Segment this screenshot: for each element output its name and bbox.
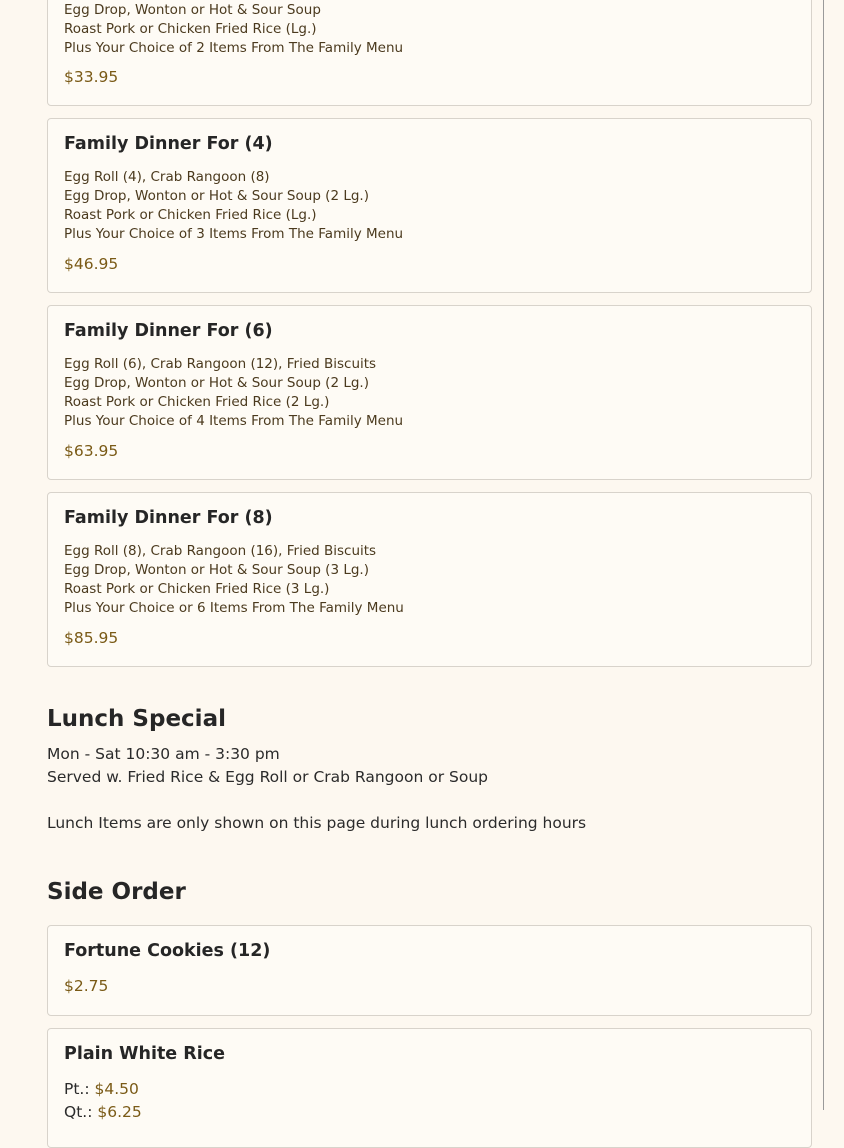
item-price: $63.95 bbox=[64, 442, 119, 460]
item-description bbox=[64, 355, 403, 431]
description-line: Plus Your Choice or 6 Items From The Family Menu bbox=[64, 600, 404, 616]
size-label: Pt.: bbox=[64, 1080, 90, 1098]
description-line: Egg Roll (6), Crab Rangoon (12), Fried Biscuits bbox=[64, 356, 377, 372]
menu-item-card[interactable] bbox=[47, 1028, 812, 1148]
description-line: Roast Pork or Chicken Fried Rice (Lg.) bbox=[64, 21, 317, 37]
description-line: Egg Drop, Wonton or Hot & Sour Soup (3 Lg.) bbox=[64, 562, 369, 578]
description-line: Plus Your Choice of 2 Items From The Family Menu bbox=[64, 40, 404, 56]
item-title: Family Dinner For (6) bbox=[64, 321, 273, 341]
menu-item-card[interactable] bbox=[47, 305, 812, 480]
item-description bbox=[64, 168, 403, 244]
description-line: Plus Your Choice of 3 Items From The Family Menu bbox=[64, 226, 404, 242]
item-description bbox=[64, 542, 404, 618]
description-line: Roast Pork or Chicken Fried Rice (3 Lg.) bbox=[64, 581, 330, 597]
item-price: $33.95 bbox=[64, 68, 119, 86]
description-line: Egg Roll (4), Crab Rangoon (8) bbox=[64, 169, 270, 185]
description-line: Egg Drop, Wonton or Hot & Sour Soup (2 Lg.) bbox=[64, 188, 369, 204]
description-line: Plus Your Choice of 4 Items From The Family Menu bbox=[64, 413, 404, 429]
menu-item-card[interactable] bbox=[47, 118, 812, 293]
size-price: $6.25 bbox=[97, 1103, 142, 1121]
menu-item-card[interactable] bbox=[47, 925, 812, 1016]
section-title-lunch-special: Lunch Special bbox=[47, 706, 226, 732]
item-title: Plain White Rice bbox=[64, 1044, 225, 1064]
lunch-served-with: Served w. Fried Rice & Egg Roll or Crab Rangoon or Soup bbox=[47, 768, 488, 786]
item-price: $85.95 bbox=[64, 629, 119, 647]
description-line: Roast Pork or Chicken Fried Rice (Lg.) bbox=[64, 207, 317, 223]
item-title: Family Dinner For (8) bbox=[64, 508, 273, 528]
lunch-availability-note: Lunch Items are only shown on this page during lunch ordering hours bbox=[47, 814, 587, 832]
size-price-row bbox=[64, 1080, 139, 1098]
item-description bbox=[64, 1, 403, 58]
size-price-row bbox=[64, 1103, 142, 1121]
lunch-hours: Mon - Sat 10:30 am - 3:30 pm bbox=[47, 745, 280, 763]
menu-item-card[interactable] bbox=[47, 0, 812, 106]
size-price: $4.50 bbox=[94, 1080, 139, 1098]
description-line: Egg Drop, Wonton or Hot & Sour Soup bbox=[64, 2, 321, 18]
description-line: Egg Drop, Wonton or Hot & Sour Soup (2 Lg.) bbox=[64, 375, 369, 391]
size-label: Qt.: bbox=[64, 1103, 93, 1121]
menu-item-card[interactable] bbox=[47, 492, 812, 667]
item-title: Family Dinner For (4) bbox=[64, 134, 273, 154]
section-title-side-order: Side Order bbox=[47, 879, 186, 905]
description-line: Roast Pork or Chicken Fried Rice (2 Lg.) bbox=[64, 394, 330, 410]
item-price: $46.95 bbox=[64, 255, 119, 273]
item-price: $2.75 bbox=[64, 977, 109, 995]
item-title: Fortune Cookies (12) bbox=[64, 941, 271, 961]
description-line: Egg Roll (8), Crab Rangoon (16), Fried Biscuits bbox=[64, 543, 377, 559]
